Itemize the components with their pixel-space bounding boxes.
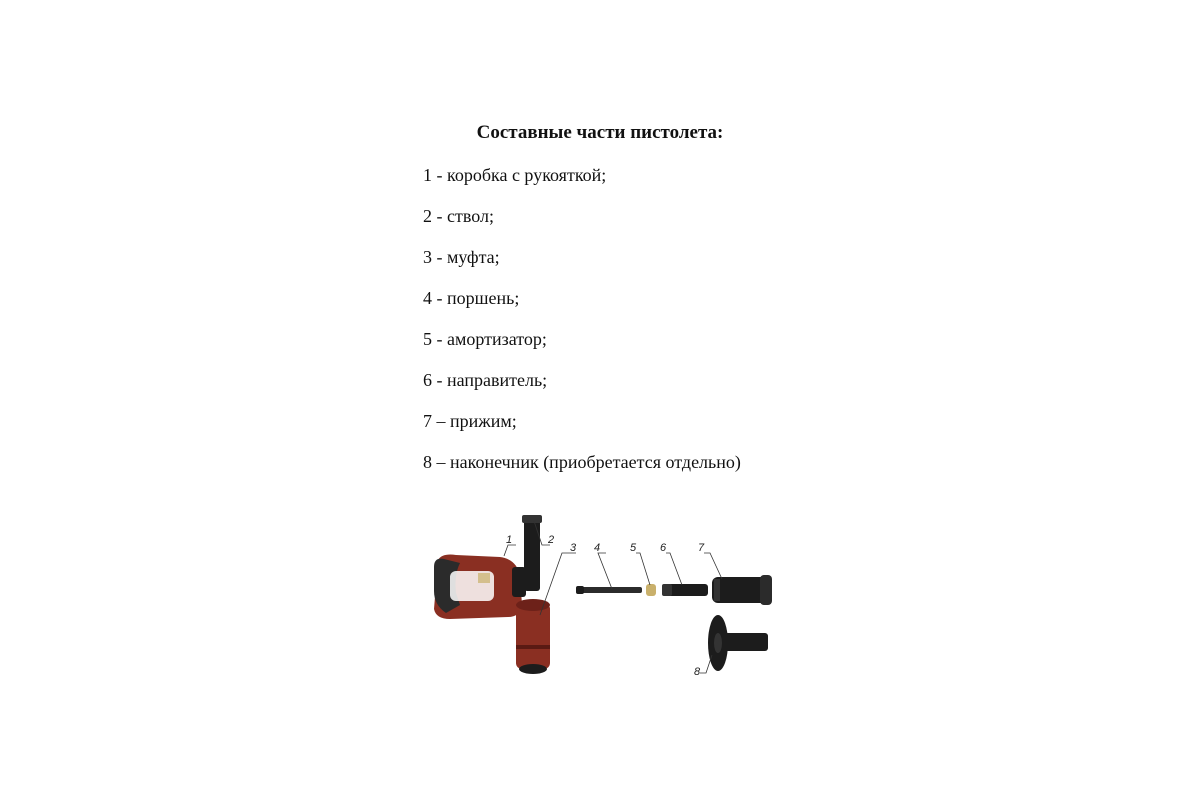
part-item-6: 6 - направитель; [423,370,548,390]
guide-part [662,584,708,596]
page-title: Составные части пистолета: [476,122,724,143]
callout-label-2: 2 [548,534,555,546]
part-item-7: 7 – прижим; [423,411,517,431]
barrel-part [522,515,542,591]
parts-list [423,164,741,492]
piston-part [576,586,642,594]
callout-label-5: 5 [630,542,637,554]
part-item-3: 3 - муфта; [423,247,500,267]
callout-label-3: 3 [570,542,577,554]
part-item-1: 1 - коробка с рукояткой; [423,165,607,185]
callout-label-7: 7 [698,542,705,554]
callout-label-6: 6 [660,542,667,554]
clamp-part [712,575,772,605]
box-with-handle-part [434,555,526,619]
part-item-2: 2 - ствол; [423,206,494,226]
part-item-4: 4 - поршень; [423,288,520,308]
exploded-view-diagram [420,505,800,695]
part-item-8: 8 – наконечник (приобретается отдельно) [423,452,741,472]
callout-label-1: 1 [506,534,513,546]
shock-absorber-part [646,584,656,596]
callout-label-4: 4 [594,542,601,554]
coupling-part [516,599,550,674]
tip-part [708,615,768,671]
part-item-5: 5 - амортизатор; [423,329,547,349]
callout-label-8: 8 [694,666,701,678]
